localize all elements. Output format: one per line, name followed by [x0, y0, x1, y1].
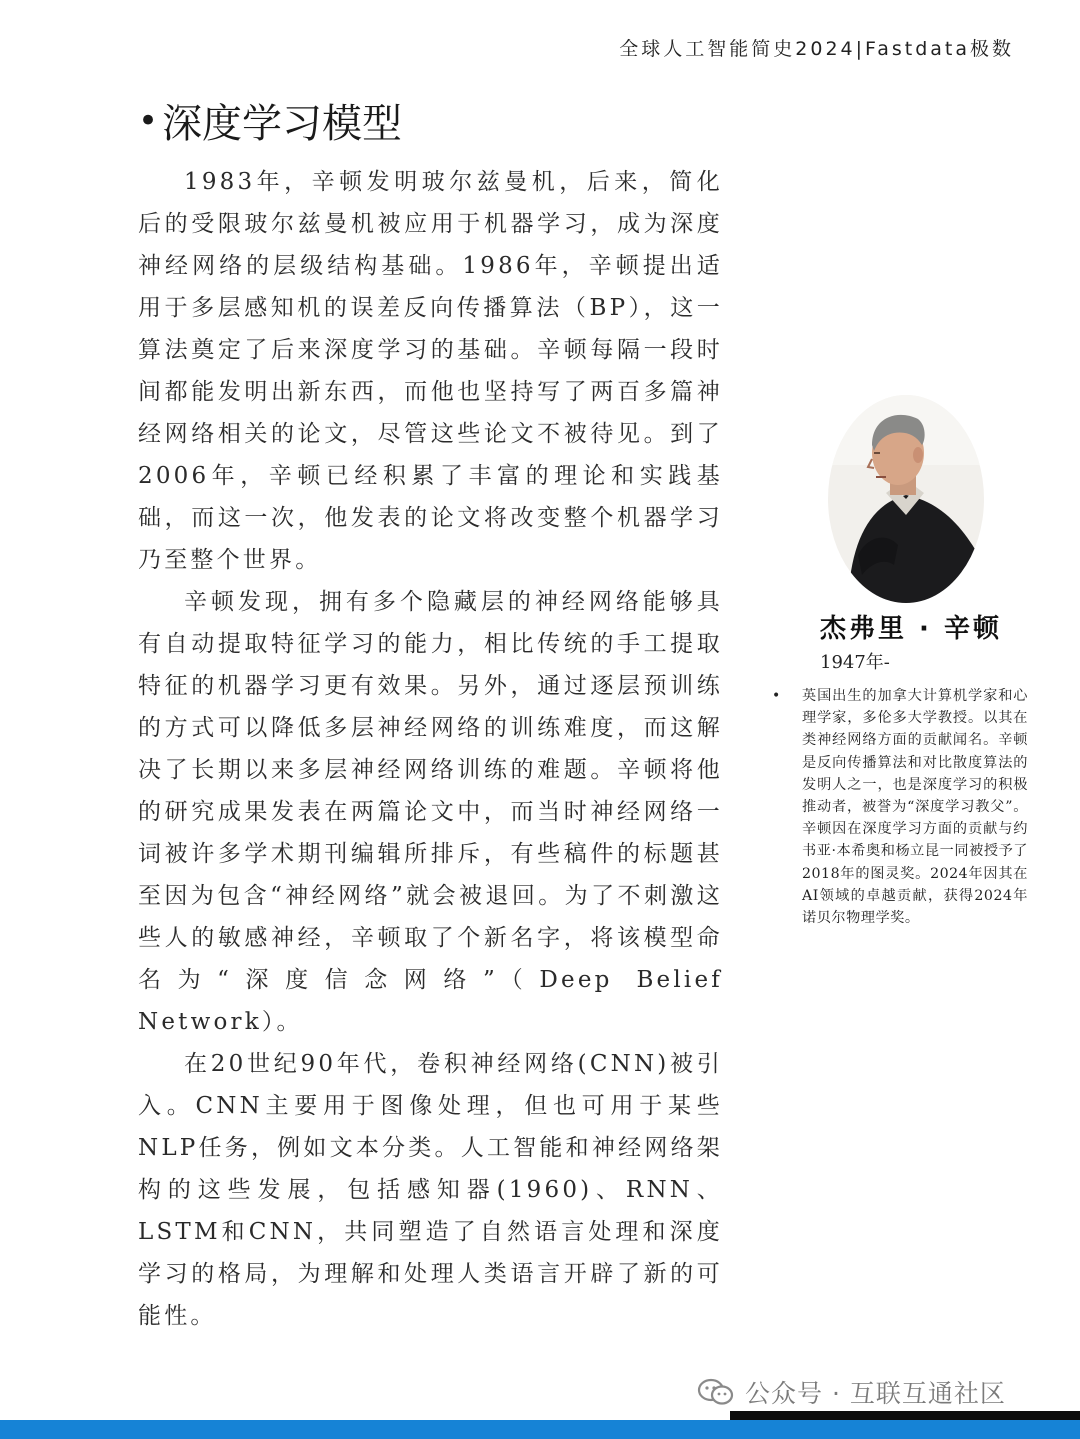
- footer-bar-blue: [0, 1420, 1080, 1439]
- watermark: [697, 1374, 1006, 1410]
- person-bio: [772, 685, 1032, 929]
- bio-text: 英国出生的加拿大计算机学家和心理学家，多伦多大学教授。以其在类神经网络方面的贡献闻名。辛顿是反向传播算法和对比散度算法的发明人之一，也是深度学习的积极推动者，被誉为“深度学习教父”。辛顿因在深度学习方面的贡献与约书亚·本希奥和杨立昆一同被授予了2018年的图灵奖。2024年因其在AI领域的卓越贡献，获得2024年诺贝尔物理学奖。: [802, 688, 1028, 927]
- portrait-illustration: [828, 395, 984, 603]
- article-body: [138, 161, 723, 1337]
- person-years: 1947年-: [820, 652, 890, 673]
- watermark-text: 公众号 · 互联互通社区: [745, 1379, 1006, 1408]
- header-title: 全球人工智能简史2024|Fastdata极数: [619, 38, 1014, 60]
- portrait-photo: [828, 395, 984, 603]
- section-heading-text: 深度学习模型: [162, 101, 403, 147]
- wechat-icon: [697, 1377, 735, 1407]
- section-heading: [138, 92, 402, 149]
- paragraph: 在20世纪90年代，卷积神经网络(CNN)被引入。CNN主要用于图像处理，但也可用于某些NLP任务，例如文本分类。人工智能和神经网络架构的这些发展，包括感知器(1960)、RNN、LSTM和CNN，共同塑造了自然语言处理和深度学习的格局，为理解和处理人类语言开辟了新的可能性。: [138, 1051, 723, 1329]
- paragraph: 辛顿发现，拥有多个隐藏层的神经网络能够具有自动提取特征学习的能力，相比传统的手工提取特征的机器学习更有效果。另外，通过逐层预训练的方式可以降低多层神经网络的训练难度，而这解决了长期以来多层神经网络训练的难题。辛顿将他的研究成果发表在两篇论文中，而当时神经网络一词被许多学术期刊编辑所排斥，有些稿件的标题甚至因为包含“神经网络”就会被退回。为了不刺激这些人的敏感神经，辛顿取了个新名字，将该模型命名为“深度信念网络”（Deep Belief Network）。: [138, 589, 723, 1035]
- bio-bullet: •: [772, 688, 781, 704]
- paragraph: 1983年，辛顿发明玻尔兹曼机，后来，简化后的受限玻尔兹曼机被应用于机器学习，成为深度神经网络的层级结构基础。1986年，辛顿提出适用于多层感知机的误差反向传播算法（BP），这一算法奠定了后来深度学习的基础。辛顿每隔一段时间都能发明出新东西，而他也坚持写了两百多篇神经网络相关的论文，尽管这些论文不被待见。到了2006年，辛顿已经积累了丰富的理论和实践基础，而这一次，他发表的论文将改变整个机器学习乃至整个世界。: [138, 169, 723, 573]
- heading-bullet: •: [138, 100, 159, 141]
- person-name: 杰弗里 · 辛顿: [820, 614, 1002, 644]
